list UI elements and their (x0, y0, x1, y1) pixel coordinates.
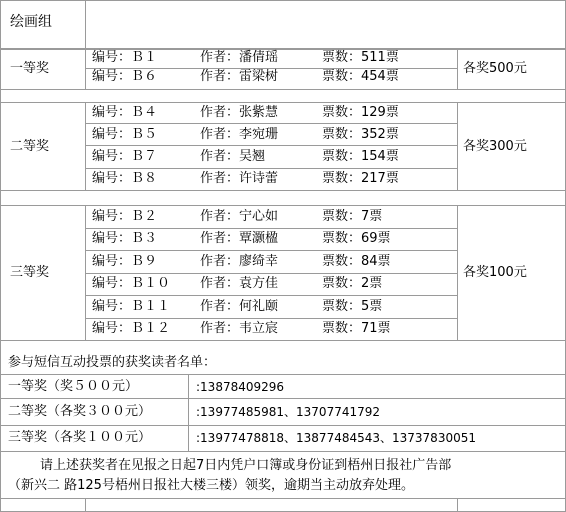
entry-votes: 票数：154票 (322, 149, 399, 164)
entry-votes: 票数：84票 (322, 254, 391, 269)
entry-votes: 票数：7票 (322, 209, 383, 224)
prize-label: 二等奖 (10, 139, 50, 154)
entry-author: 作者：袁方佳 (200, 276, 279, 291)
entry-votes: 票数：2票 (322, 276, 383, 291)
header-empty-cell (85, 0, 566, 50)
entry-author: 作者：潘倩瑶 (200, 50, 279, 65)
prize-reward: 各奖300元 (463, 139, 527, 154)
entry-number: 编号：Ｂ８ (92, 171, 158, 186)
entry-author: 作者：廖绮幸 (200, 254, 279, 269)
section-title: 绘画组 (10, 14, 52, 30)
sms-phones: :13977485981、13707741792 (196, 405, 381, 419)
entry-number: 编号：Ｂ１２ (92, 321, 171, 336)
entry-number: 编号：Ｂ１１ (92, 299, 171, 314)
entry-votes: 票数：217票 (322, 171, 399, 186)
sms-prize-label: 二等奖（各奖３００元） (8, 404, 152, 419)
entry-number: 编号：Ｂ７ (92, 149, 158, 164)
entry-number: 编号：Ｂ１ (92, 50, 158, 65)
entry-author: 作者：李宛珊 (200, 127, 279, 142)
entry-author: 作者：覃灏楹 (200, 231, 279, 246)
sms-heading: 参与短信互动投票的获奖读者名单： (8, 355, 217, 370)
entry-author: 作者：张紫慧 (200, 105, 279, 120)
sms-phones: :13878409296 (196, 380, 285, 394)
entry-votes: 票数：511票 (322, 50, 399, 65)
prize-reward: 各奖100元 (463, 265, 527, 280)
entry-number: 编号：Ｂ１０ (92, 276, 171, 291)
notice-line: 请上述获奖者在见报之日起7日内凭户口簿或身份证到梧州日报社广告部 (40, 458, 452, 473)
entry-author: 作者：何礼颐 (200, 299, 279, 314)
prize-label: 一等奖 (10, 61, 50, 76)
spacer-row (0, 89, 566, 103)
entry-number: 编号：Ｂ２ (92, 209, 158, 224)
sms-prize-label: 一等奖（奖５００元） (8, 379, 139, 394)
entry-votes: 票数：5票 (322, 299, 383, 314)
entry-number: 编号：Ｂ９ (92, 254, 158, 269)
entry-number: 编号：Ｂ４ (92, 105, 158, 120)
entry-number: 编号：Ｂ６ (92, 69, 158, 84)
entry-votes: 票数：454票 (322, 69, 399, 84)
entry-author: 作者：宁心如 (200, 209, 279, 224)
entry-number: 编号：Ｂ３ (92, 231, 158, 246)
spacer-row (0, 190, 566, 206)
sms-prize-label: 三等奖（各奖１００元） (8, 430, 152, 445)
entry-author: 作者：雷梁树 (200, 69, 279, 84)
prize-reward: 各奖500元 (463, 61, 527, 76)
entry-author: 作者：吴翘 (200, 149, 266, 164)
entry-votes: 票数：129票 (322, 105, 399, 120)
entry-author: 作者：许诗蕾 (200, 171, 279, 186)
notice-line: （新兴二 路125号梧州日报社大楼三楼）领奖，逾期当主动放弃处理。 (8, 478, 414, 493)
entry-votes: 票数：71票 (322, 321, 391, 336)
prize-label: 三等奖 (10, 265, 50, 280)
entry-author: 作者：韦立宸 (200, 321, 279, 336)
sms-phones: :13977478818、13877484543、13737830051 (196, 431, 476, 445)
entry-votes: 票数：352票 (322, 127, 399, 142)
entry-votes: 票数：69票 (322, 231, 391, 246)
entry-number: 编号：Ｂ５ (92, 127, 158, 142)
